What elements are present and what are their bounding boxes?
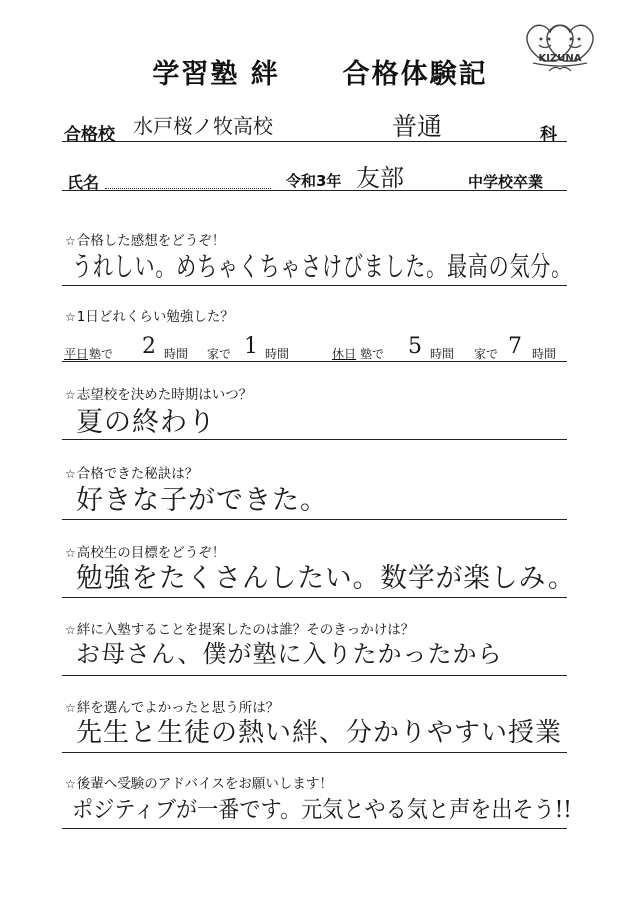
title-school-name: 学習塾 絆: [152, 59, 280, 90]
holiday-label: 休日: [332, 347, 357, 361]
holiday-juku-label: 塾で: [360, 347, 385, 361]
star-icon: ☆: [65, 467, 76, 481]
divider: [62, 828, 567, 829]
weekday-juku-hours: 2: [142, 334, 156, 359]
answer-7: 先生と生徒の熱い絆、分かりやすい授業: [76, 718, 563, 748]
answer-8: ポジティブが一番です。元気とやる気と声を出そう!!: [72, 797, 572, 823]
holiday-juku-hours: 5: [408, 334, 422, 359]
weekday-home-hours: 1: [244, 334, 258, 359]
weekday-home-unit: 時間: [265, 347, 290, 361]
star-icon: ☆: [65, 546, 76, 560]
junior-high-suffix: 中学校卒業: [468, 173, 544, 191]
question-7: ☆絆を選んでよかったと思う所は？: [65, 700, 280, 716]
answer-5: 勉強をたくさんしたい。数学が楽しみ。: [76, 563, 576, 594]
weekday-juku-label: 塾で: [89, 347, 114, 361]
weekday-home-label: 家で: [207, 347, 232, 361]
holiday-home-label: 家で: [474, 347, 499, 361]
question-8: ☆後輩へ受験のアドバイスをお願いします！: [65, 776, 333, 792]
holiday-home-hours: 7: [508, 334, 522, 359]
holiday-juku-unit: 時間: [430, 347, 455, 361]
holiday-home-unit: 時間: [532, 347, 557, 361]
kizuna-logo: [519, 17, 601, 77]
divider: [62, 439, 567, 440]
course-value: 普通: [392, 112, 443, 141]
answer-3: 夏の終わり: [76, 407, 216, 438]
title-record: 合格体験記: [342, 59, 488, 90]
star-icon: ☆: [65, 310, 76, 324]
divider: [62, 675, 567, 676]
weekday-label: 平日: [64, 347, 89, 361]
star-icon: ☆: [65, 623, 76, 637]
divider: [62, 361, 567, 362]
answer-4: 好きな子ができた。: [76, 485, 328, 516]
divider: [62, 597, 567, 598]
junior-high-value: 友部: [356, 164, 404, 192]
course-suffix: 科: [540, 125, 557, 145]
answer-1: うれしい。めちゃくちゃさけびました。最高の気分。: [72, 252, 572, 283]
name-label: 氏名: [67, 173, 100, 192]
question-4: ☆合格できた秘訣は？: [65, 466, 199, 482]
star-icon: ☆: [65, 777, 76, 791]
divider: [62, 141, 567, 142]
question-5: ☆高校生の目標をどうぞ！: [65, 545, 226, 561]
question-2: ☆1日どれくらい勉強した？: [65, 309, 234, 325]
divider: [62, 190, 567, 191]
question-6: ☆絆に入塾することを提案したのは誰？そのきっかけは？: [65, 622, 415, 638]
school-label: 合格校: [64, 125, 115, 145]
star-icon: ☆: [65, 234, 76, 248]
weekday-juku-unit: 時間: [164, 347, 189, 361]
divider: [62, 519, 567, 520]
school-value: 水戸桜ノ牧高校: [133, 114, 273, 138]
star-icon: ☆: [65, 388, 76, 402]
star-icon: ☆: [65, 701, 76, 715]
answer-6: お母さん、僕が塾に入りたかったから: [76, 640, 503, 668]
question-3: ☆志望校を決めた時期はいつ？: [65, 387, 253, 403]
name-field: [105, 188, 271, 189]
divider: [62, 285, 567, 286]
divider: [62, 752, 567, 753]
year-label: 令和3年: [286, 172, 342, 190]
logo-text: KIZUNA: [538, 53, 582, 64]
question-1: ☆合格した感想をどうぞ！: [65, 233, 226, 249]
